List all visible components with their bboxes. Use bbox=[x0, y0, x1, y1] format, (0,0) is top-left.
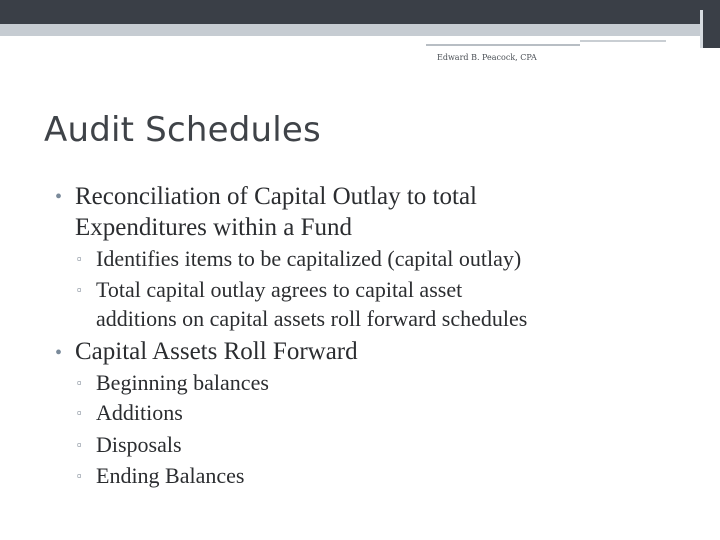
bullet-marker: • bbox=[55, 186, 63, 208]
top-bar bbox=[0, 0, 702, 24]
sub-bullet-marker: ▫ bbox=[77, 468, 82, 483]
top-corner-bar bbox=[702, 0, 720, 48]
bullet-2-sub-4: Ending Balances bbox=[96, 463, 245, 488]
slide-title: Audit Schedules bbox=[44, 110, 321, 150]
sub-bullet-marker: ▫ bbox=[77, 251, 82, 266]
bullet-1-sub-1: Identifies items to be capitalized (capital outlay) bbox=[96, 246, 522, 271]
author-label: Edward B. Peacock, CPA bbox=[437, 53, 537, 62]
sub-bullet-marker: ▫ bbox=[77, 375, 82, 390]
bullet-1-line-1: Reconciliation of Capital Outlay to total bbox=[75, 183, 477, 210]
sub-bullet-marker: ▫ bbox=[77, 282, 82, 297]
bullet-2-sub-2: Additions bbox=[96, 400, 183, 425]
bullet-2-line-1: Capital Assets Roll Forward bbox=[75, 338, 358, 365]
bullet-2-sub-3: Disposals bbox=[96, 432, 182, 457]
bullet-1-sub-2-line-2: additions on capital assets roll forward schedules bbox=[96, 306, 528, 331]
header-rule-left bbox=[426, 44, 580, 46]
bullet-1-sub-2-line-1: Total capital outlay agrees to capital asset bbox=[96, 277, 463, 302]
sub-bullet-marker: ▫ bbox=[77, 405, 82, 420]
top-accent-bar bbox=[0, 24, 702, 36]
bullet-marker: • bbox=[55, 342, 63, 364]
header-rule-right bbox=[580, 40, 666, 42]
bullet-1-line-2: Expenditures within a Fund bbox=[75, 214, 353, 241]
sub-bullet-marker: ▫ bbox=[77, 437, 82, 452]
bullet-2-sub-1: Beginning balances bbox=[96, 370, 269, 395]
corner-accent-line bbox=[700, 10, 703, 48]
